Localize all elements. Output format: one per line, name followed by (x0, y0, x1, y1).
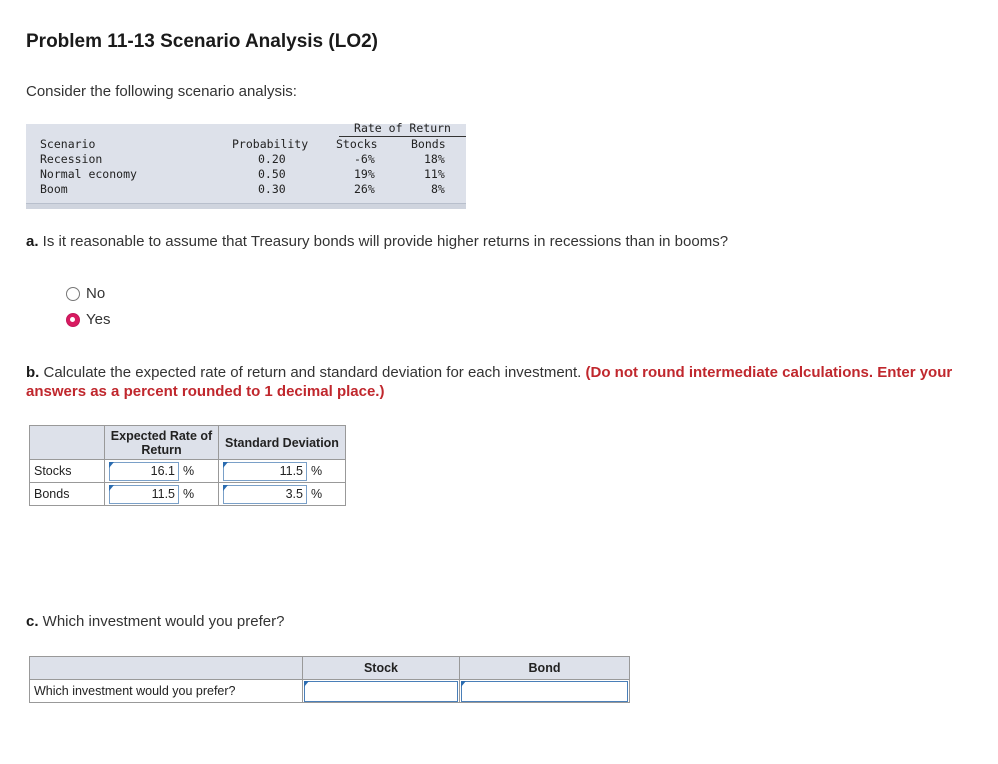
radio-yes[interactable] (66, 313, 80, 327)
answer-table-b: Expected Rate of Return Standard Deviation Stocks 16.1 % 11.5 % Bonds 11.5 % 3.5 % (29, 425, 346, 506)
header-scenario: Scenario (40, 137, 96, 151)
row-normal-probability: 0.50 (258, 167, 286, 181)
row-label-bonds: Bonds (30, 483, 105, 506)
bonds-expected-input[interactable]: 11.5 (109, 485, 179, 504)
radio-no[interactable] (66, 287, 80, 301)
header-stocks: Stocks (336, 137, 378, 151)
row-recession-scenario: Recession (40, 152, 103, 166)
answer-table-c (29, 656, 630, 703)
part-b-instruction: (Do not round intermediate calculations. Enter your answers as a percent rounded to 1 decimal place.) (26, 364, 953, 400)
header-expected-return: Expected Rate of Return (105, 426, 219, 460)
bond-choice-input[interactable] (461, 681, 628, 702)
header-bond: Bond (460, 657, 630, 680)
row-boom-probability: 0.30 (258, 182, 286, 196)
row-label-preference: Which investment would you prefer? (30, 680, 303, 703)
intro-text: Consider the following scenario analysis: (26, 83, 297, 100)
row-recession-stocks: -6% (354, 152, 375, 166)
scenario-table (26, 119, 466, 209)
row-recession-probability: 0.20 (258, 152, 286, 166)
row-recession-bonds: 18% (424, 152, 445, 166)
option-yes[interactable] (66, 311, 110, 328)
row-normal-bonds: 11% (424, 167, 445, 181)
part-c-question: c. Which investment would you prefer? (26, 613, 285, 630)
header-stock: Stock (303, 657, 460, 680)
header-bonds: Bonds (411, 137, 446, 151)
row-label-stocks: Stocks (30, 460, 105, 483)
row-normal-scenario: Normal economy (40, 167, 137, 181)
option-no-label: No (86, 285, 106, 302)
option-yes-label: Yes (86, 311, 111, 328)
page-title: Problem 11-13 Scenario Analysis (LO2) (26, 31, 378, 52)
bonds-std-input[interactable]: 3.5 (223, 485, 307, 504)
rate-of-return-header: Rate of Return (339, 121, 466, 137)
option-no[interactable] (66, 285, 105, 302)
header-probability: Probability (232, 137, 309, 151)
row-boom-scenario: Boom (40, 182, 68, 196)
row-boom-stocks: 26% (354, 182, 375, 196)
stock-choice-input[interactable] (304, 681, 458, 702)
row-boom-bonds: 8% (431, 182, 445, 196)
row-normal-stocks: 19% (354, 167, 375, 181)
stocks-std-input[interactable]: 11.5 (223, 462, 307, 481)
part-a-question: a. Is it reasonable to assume that Treasury bonds will provide higher returns in recessions than in booms? (26, 233, 729, 250)
stocks-expected-input[interactable]: 16.1 (109, 462, 179, 481)
part-b-question: b. Calculate the expected rate of return and standard deviation for each investment. (Do not round intermediate calculations. Enter your answers as a percent rounded to 1 decimal place.) (26, 364, 953, 400)
header-std-dev: Standard Deviation (219, 426, 346, 460)
